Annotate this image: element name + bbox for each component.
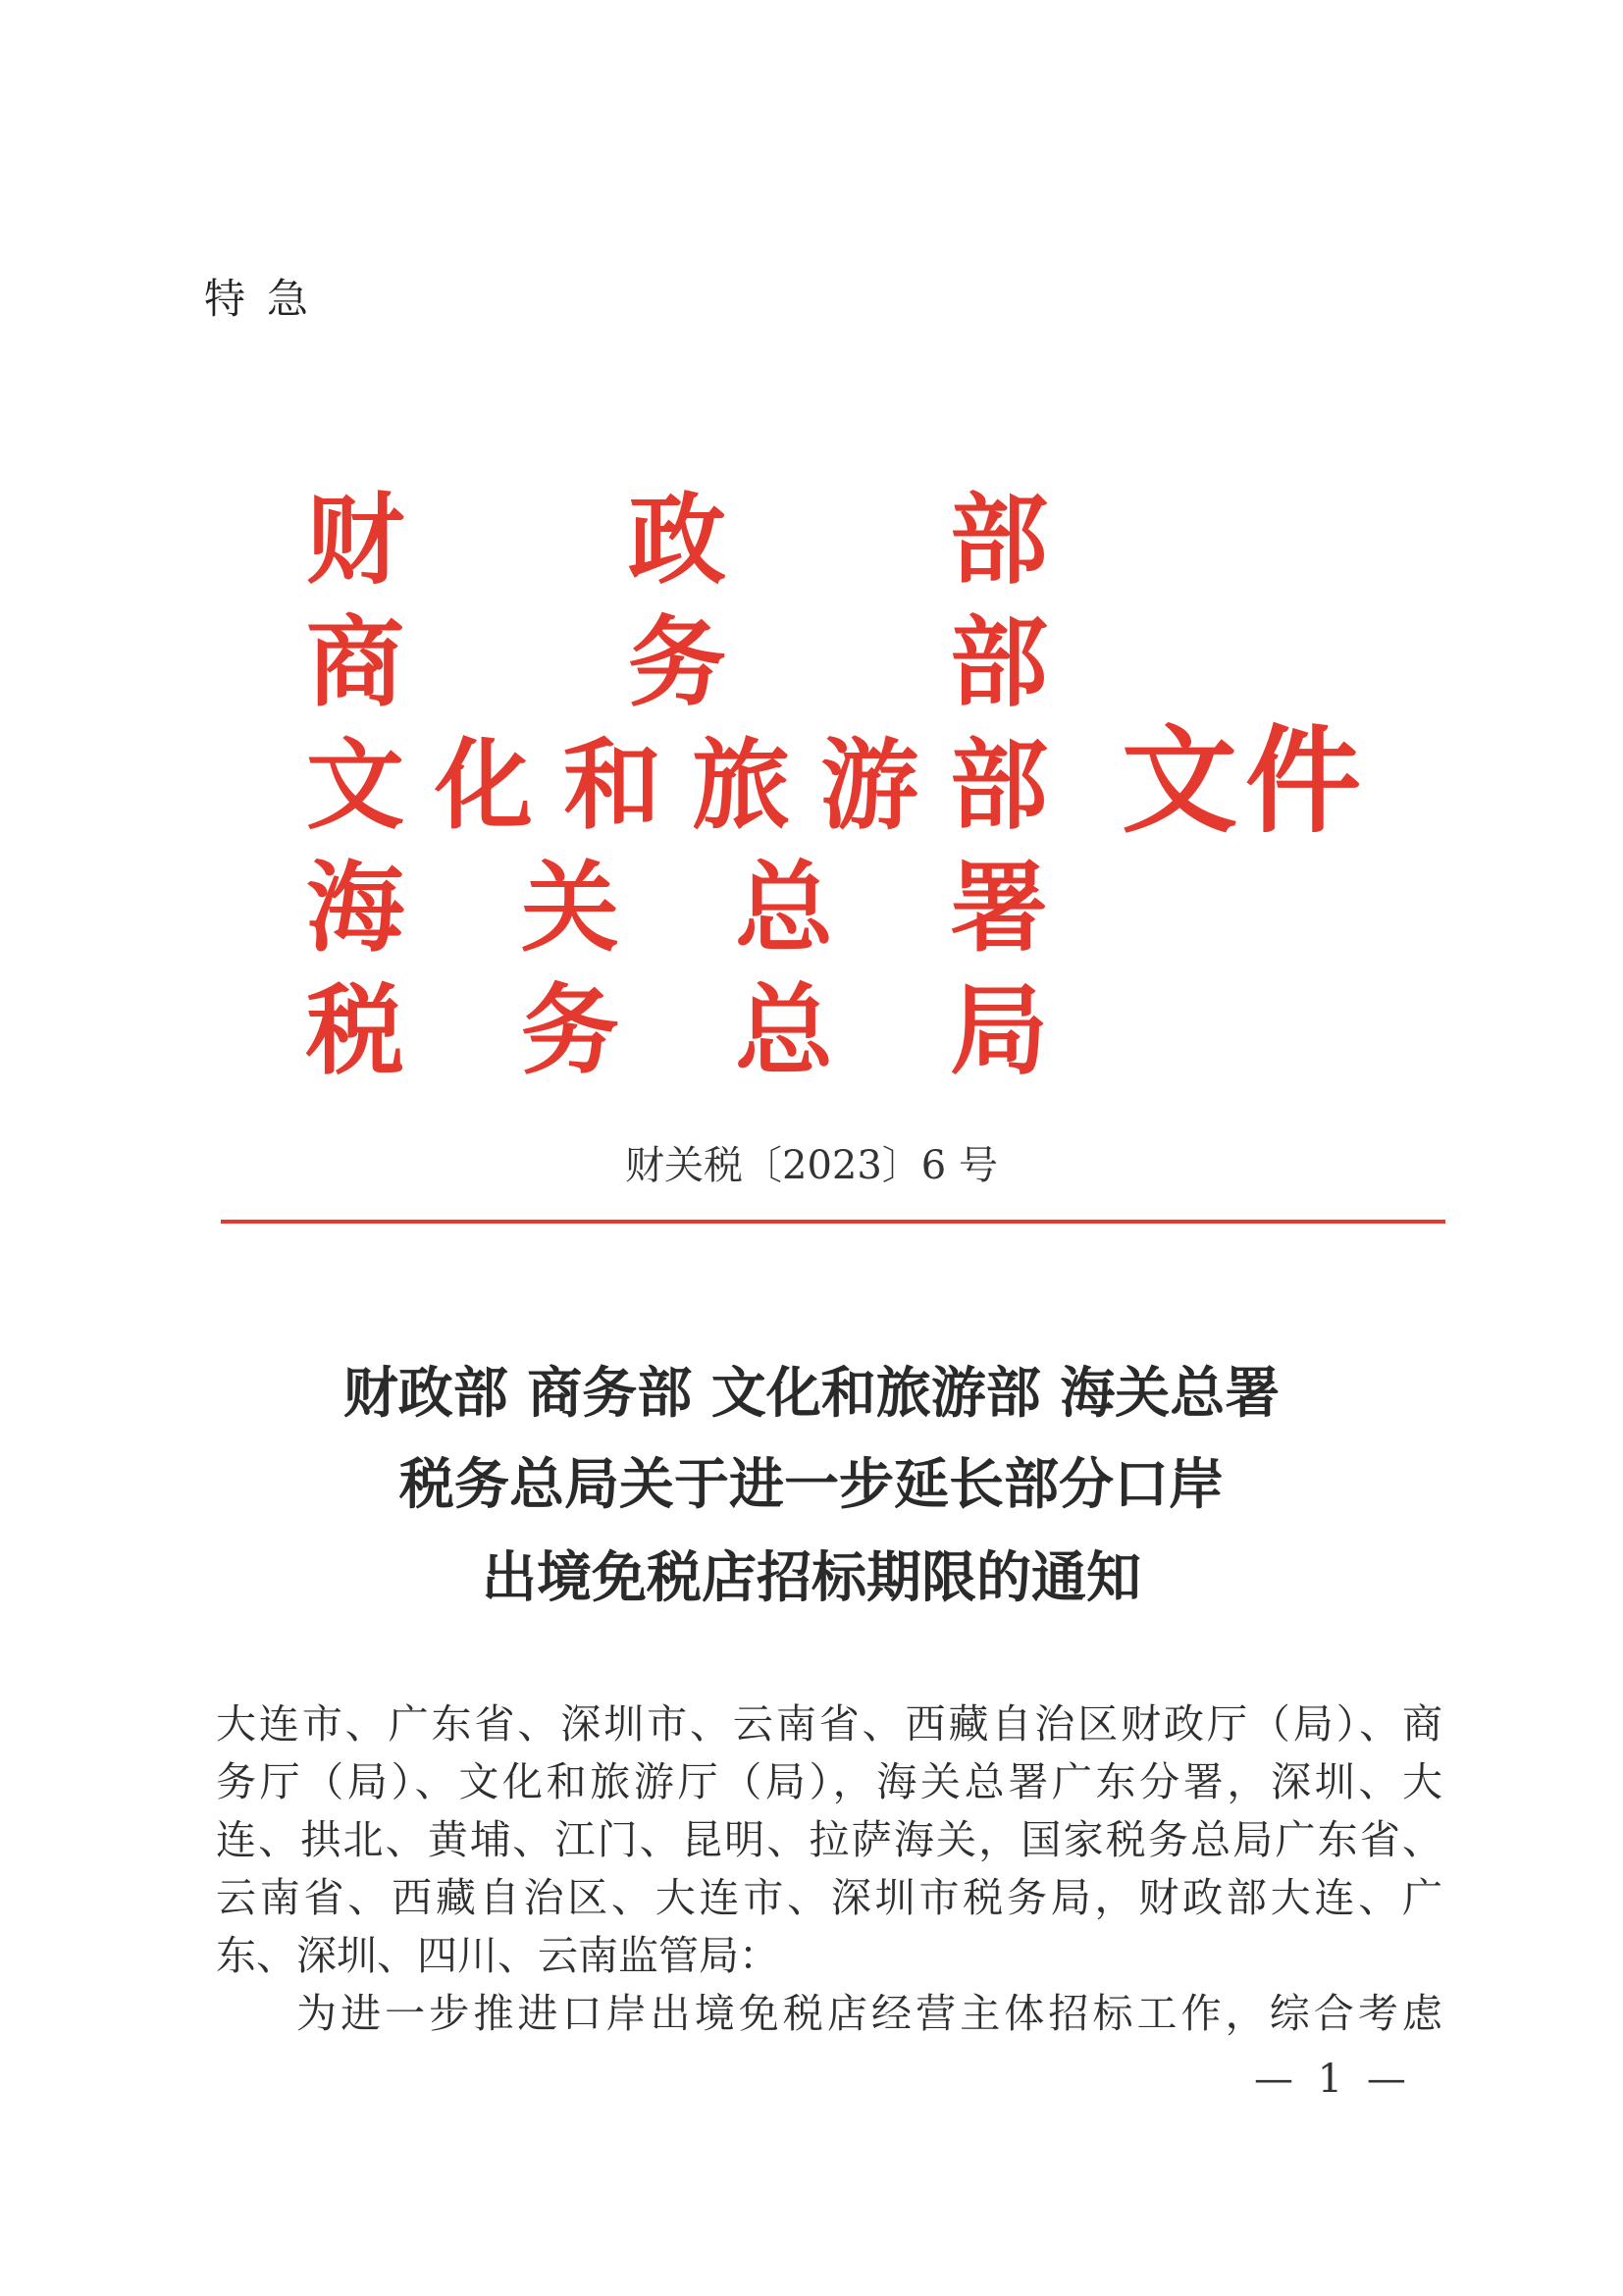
recipients-line: 大连市、广东省、深圳市、云南省、西藏自治区财政厅（局）、商: [216, 1700, 1442, 1748]
document-title-line-3: 出境免税店招标期限的通知: [482, 1545, 1141, 1610]
document-title-line-2: 税务总局关于进一步延长部分口岸: [399, 1452, 1224, 1517]
issuer-char: 化: [435, 727, 533, 843]
document-suffix: 文件: [1122, 712, 1370, 849]
issuer-char: 税: [306, 972, 404, 1088]
issuer-char: 部: [950, 482, 1048, 598]
issuer-char: 海: [306, 850, 404, 965]
issuer-char: 政: [628, 482, 726, 598]
issuer-char: 关: [521, 850, 619, 965]
recipients-line: 连、拱北、黄埔、江门、昆明、拉萨海关，国家税务总局广东省、: [216, 1816, 1442, 1863]
recipients-line: 务厅（局）、文化和旅游厅（局），海关总署广东分署，深圳、大: [216, 1758, 1442, 1805]
issuer-char: 总: [735, 850, 833, 965]
issuer-char: 和: [563, 727, 661, 843]
issuer-char: 财: [306, 482, 404, 598]
document-title-line-1: 财政部 商务部 文化和旅游部 海关总署: [342, 1361, 1281, 1426]
issuer-char: 部: [950, 604, 1048, 720]
recipients-line: 云南省、西藏自治区、大连市、深圳市税务局，财政部大连、广: [216, 1874, 1442, 1921]
page-number: — 1 —: [1254, 2057, 1412, 2102]
issuer-char: 文: [306, 727, 404, 843]
issuer-char: 游: [820, 727, 918, 843]
issuer-char: 署: [950, 850, 1048, 965]
urgency-label: 特急: [204, 275, 331, 323]
issuing-authorities: [0, 0, 1623, 1099]
issuer-char: 旅: [692, 727, 790, 843]
red-separator-line: [221, 1220, 1445, 1224]
document-number: 财关税〔2023〕6 号: [625, 1143, 998, 1188]
recipients-line: 东、深圳、四川、云南监管局：: [216, 1932, 779, 1979]
body-paragraph: 为进一步推进口岸出境免税店经营主体招标工作，综合考虑: [296, 1990, 1442, 2037]
issuer-char: 局: [950, 972, 1048, 1088]
issuer-char: 部: [950, 727, 1048, 843]
document-body: [216, 1696, 1442, 2043]
issuer-char: 总: [735, 972, 833, 1088]
issuer-char: 务: [628, 604, 726, 720]
issuer-char: 商: [306, 604, 404, 720]
issuer-char: 务: [521, 972, 619, 1088]
